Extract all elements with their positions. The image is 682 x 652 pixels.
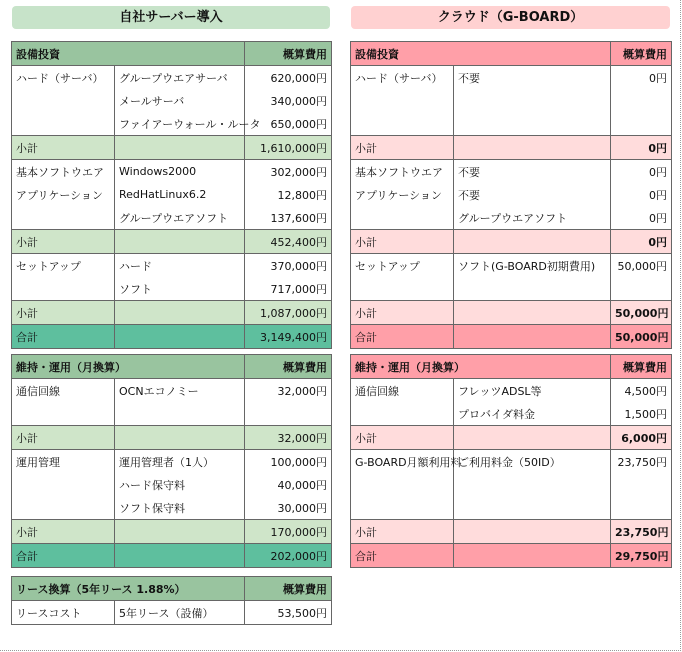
- row-item: [115, 230, 245, 254]
- row-category: 通信回線: [351, 379, 454, 403]
- row-category: 小計: [12, 301, 115, 325]
- row-category: [12, 112, 115, 136]
- row-cost: 620,000円: [245, 66, 332, 90]
- row-category: [351, 206, 454, 230]
- table-row: [351, 112, 672, 136]
- row-cost: 370,000円: [245, 254, 332, 278]
- table-row: [351, 379, 672, 403]
- row-cost: [611, 89, 672, 112]
- row-item: Windows2000: [115, 160, 245, 184]
- row-category: [12, 496, 115, 520]
- row-item: フレッツADSL等: [454, 379, 611, 403]
- row-item: [454, 277, 611, 301]
- subtotal-row: [12, 230, 332, 254]
- table-row: [351, 496, 672, 520]
- row-category: [351, 112, 454, 136]
- row-item: ファイアーウォール・ルータ: [115, 112, 245, 136]
- header-self-server: 自社サーバー導入: [12, 6, 330, 29]
- row-cost: 29,750円: [611, 544, 672, 568]
- table-row: [12, 89, 332, 112]
- row-category: [351, 277, 454, 301]
- row-category: [351, 473, 454, 496]
- row-category: ハード（サーバ）: [12, 66, 115, 90]
- row-item: ハード: [115, 254, 245, 278]
- cost-column-header: 概算費用: [611, 355, 672, 379]
- row-cost: [245, 402, 332, 426]
- row-cost: 100,000円: [245, 450, 332, 474]
- table-row: [351, 89, 672, 112]
- subtotal-row: [12, 301, 332, 325]
- row-cost: 53,500円: [245, 601, 332, 625]
- row-cost: 650,000円: [245, 112, 332, 136]
- table-row: [351, 473, 672, 496]
- table-row: [351, 402, 672, 426]
- row-cost: 0円: [611, 230, 672, 254]
- total-row: [12, 325, 332, 349]
- row-cost: 0円: [611, 66, 672, 90]
- row-cost: 0円: [611, 183, 672, 206]
- row-cost: 23,750円: [611, 520, 672, 544]
- row-item: 不要: [454, 66, 611, 90]
- row-category: G-BOARD月額利用料: [351, 450, 454, 474]
- table-row: [12, 277, 332, 301]
- table-row: [351, 160, 672, 184]
- table-row: [12, 496, 332, 520]
- row-item: ソフト(G-BOARD初期費用): [454, 254, 611, 278]
- row-category: [351, 89, 454, 112]
- row-item: OCNエコノミー: [115, 379, 245, 403]
- row-cost: 1,087,000円: [245, 301, 332, 325]
- table-row: [351, 450, 672, 474]
- row-category: [351, 402, 454, 426]
- row-category: 小計: [351, 230, 454, 254]
- row-item: [454, 473, 611, 496]
- row-item: ハード保守料: [115, 473, 245, 496]
- left-lease-table: [11, 576, 332, 625]
- row-cost: 202,000円: [245, 544, 332, 568]
- left-invest-table: [11, 41, 332, 349]
- row-cost: 23,750円: [611, 450, 672, 474]
- table-header-row: [12, 355, 332, 379]
- row-cost: [611, 496, 672, 520]
- row-cost: 0円: [611, 136, 672, 160]
- row-cost: 6,000円: [611, 426, 672, 450]
- subtotal-row: [351, 301, 672, 325]
- row-cost: 50,000円: [611, 254, 672, 278]
- row-category: 基本ソフトウエア: [12, 160, 115, 184]
- row-item: [115, 402, 245, 426]
- row-cost: 50,000円: [611, 301, 672, 325]
- table-header-row: [12, 577, 332, 601]
- row-cost: 170,000円: [245, 520, 332, 544]
- section-title: 維持・運用（月換算）: [351, 355, 611, 379]
- subtotal-row: [351, 136, 672, 160]
- row-category: リースコスト: [12, 601, 115, 625]
- row-category: 合計: [351, 544, 454, 568]
- row-category: 合計: [12, 325, 115, 349]
- row-category: アプリケーション: [351, 183, 454, 206]
- table-header-row: [351, 42, 672, 66]
- total-row: [351, 544, 672, 568]
- right-invest-table: [350, 41, 672, 349]
- row-category: セットアップ: [12, 254, 115, 278]
- row-item: [115, 426, 245, 450]
- section-title: 維持・運用（月換算）: [12, 355, 245, 379]
- row-category: [12, 277, 115, 301]
- subtotal-row: [12, 426, 332, 450]
- table-row: [351, 277, 672, 301]
- table-row: [351, 183, 672, 206]
- row-cost: 3,149,400円: [245, 325, 332, 349]
- row-item: [454, 301, 611, 325]
- row-item: [115, 544, 245, 568]
- row-item: [454, 136, 611, 160]
- row-cost: 0円: [611, 160, 672, 184]
- row-cost: 40,000円: [245, 473, 332, 496]
- table-row: [12, 254, 332, 278]
- row-cost: [611, 473, 672, 496]
- row-cost: 32,000円: [245, 379, 332, 403]
- row-cost: 1,500円: [611, 402, 672, 426]
- row-category: 運用管理: [12, 450, 115, 474]
- row-category: [12, 89, 115, 112]
- row-category: 小計: [12, 230, 115, 254]
- row-cost: 30,000円: [245, 496, 332, 520]
- row-category: 小計: [12, 426, 115, 450]
- cost-column-header: 概算費用: [611, 42, 672, 66]
- cost-column-header: 概算費用: [245, 577, 332, 601]
- row-cost: 12,800円: [245, 183, 332, 206]
- row-category: アプリケーション: [12, 183, 115, 206]
- row-cost: [611, 277, 672, 301]
- table-row: [12, 112, 332, 136]
- row-item: [454, 426, 611, 450]
- section-title: 設備投資: [351, 42, 611, 66]
- row-cost: 0円: [611, 206, 672, 230]
- row-item: [454, 112, 611, 136]
- row-cost: 452,400円: [245, 230, 332, 254]
- subtotal-row: [12, 136, 332, 160]
- row-category: 小計: [351, 301, 454, 325]
- row-category: 通信回線: [12, 379, 115, 403]
- subtotal-row: [12, 520, 332, 544]
- row-item: メールサーバ: [115, 89, 245, 112]
- table-row: [12, 206, 332, 230]
- row-category: [12, 402, 115, 426]
- row-item: [115, 325, 245, 349]
- row-category: 合計: [351, 325, 454, 349]
- row-category: 小計: [351, 520, 454, 544]
- row-category: [351, 496, 454, 520]
- row-item: グループウエアソフト: [115, 206, 245, 230]
- row-item: [454, 520, 611, 544]
- left-ops-table: [11, 354, 332, 568]
- row-cost: 32,000円: [245, 426, 332, 450]
- total-row: [12, 544, 332, 568]
- row-category: 小計: [351, 136, 454, 160]
- row-cost: 340,000円: [245, 89, 332, 112]
- row-item: 運用管理者（1人）: [115, 450, 245, 474]
- row-item: 不要: [454, 160, 611, 184]
- row-category: 基本ソフトウエア: [351, 160, 454, 184]
- row-category: [12, 206, 115, 230]
- total-row: [351, 325, 672, 349]
- table-header-row: [12, 42, 332, 66]
- subtotal-row: [351, 230, 672, 254]
- row-item: ソフト保守料: [115, 496, 245, 520]
- row-item: グループウエアサーバ: [115, 66, 245, 90]
- row-item: ソフト: [115, 277, 245, 301]
- row-item: [454, 325, 611, 349]
- table-row: [12, 160, 332, 184]
- header-cloud: クラウド（G-BOARD）: [351, 6, 670, 29]
- row-item: 5年リース（設備）: [115, 601, 245, 625]
- row-item: ご利用料金（50ID）: [454, 450, 611, 474]
- subtotal-row: [351, 426, 672, 450]
- cost-column-header: 概算費用: [245, 355, 332, 379]
- table-row: [12, 379, 332, 403]
- row-item: プロバイダ料金: [454, 402, 611, 426]
- table-row: [12, 450, 332, 474]
- row-item: [115, 136, 245, 160]
- row-category: [12, 473, 115, 496]
- table-row: [12, 473, 332, 496]
- section-title: 設備投資: [12, 42, 245, 66]
- row-item: 不要: [454, 183, 611, 206]
- row-cost: 4,500円: [611, 379, 672, 403]
- table-row: [12, 402, 332, 426]
- row-item: [454, 496, 611, 520]
- row-cost: 50,000円: [611, 325, 672, 349]
- row-category: 合計: [12, 544, 115, 568]
- row-cost: 302,000円: [245, 160, 332, 184]
- right-ops-table: [350, 354, 672, 568]
- row-item: グループウエアソフト: [454, 206, 611, 230]
- row-cost: 137,600円: [245, 206, 332, 230]
- row-category: 小計: [351, 426, 454, 450]
- section-title: リース換算（5年リース 1.88%）: [12, 577, 245, 601]
- row-cost: 717,000円: [245, 277, 332, 301]
- subtotal-row: [351, 520, 672, 544]
- table-row: [12, 66, 332, 90]
- table-row: [351, 206, 672, 230]
- row-category: ハード（サーバ）: [351, 66, 454, 90]
- row-item: [115, 301, 245, 325]
- row-item: RedHatLinux6.2: [115, 183, 245, 206]
- row-item: [454, 544, 611, 568]
- row-item: [115, 520, 245, 544]
- row-cost: 1,610,000円: [245, 136, 332, 160]
- row-category: 小計: [12, 136, 115, 160]
- row-category: 小計: [12, 520, 115, 544]
- table-row: [351, 254, 672, 278]
- cost-column-header: 概算費用: [245, 42, 332, 66]
- row-item: [454, 89, 611, 112]
- row-item: [454, 230, 611, 254]
- row-cost: [611, 112, 672, 136]
- table-row: [351, 66, 672, 90]
- table-row: [12, 601, 332, 625]
- table-row: [12, 183, 332, 206]
- table-header-row: [351, 355, 672, 379]
- row-category: セットアップ: [351, 254, 454, 278]
